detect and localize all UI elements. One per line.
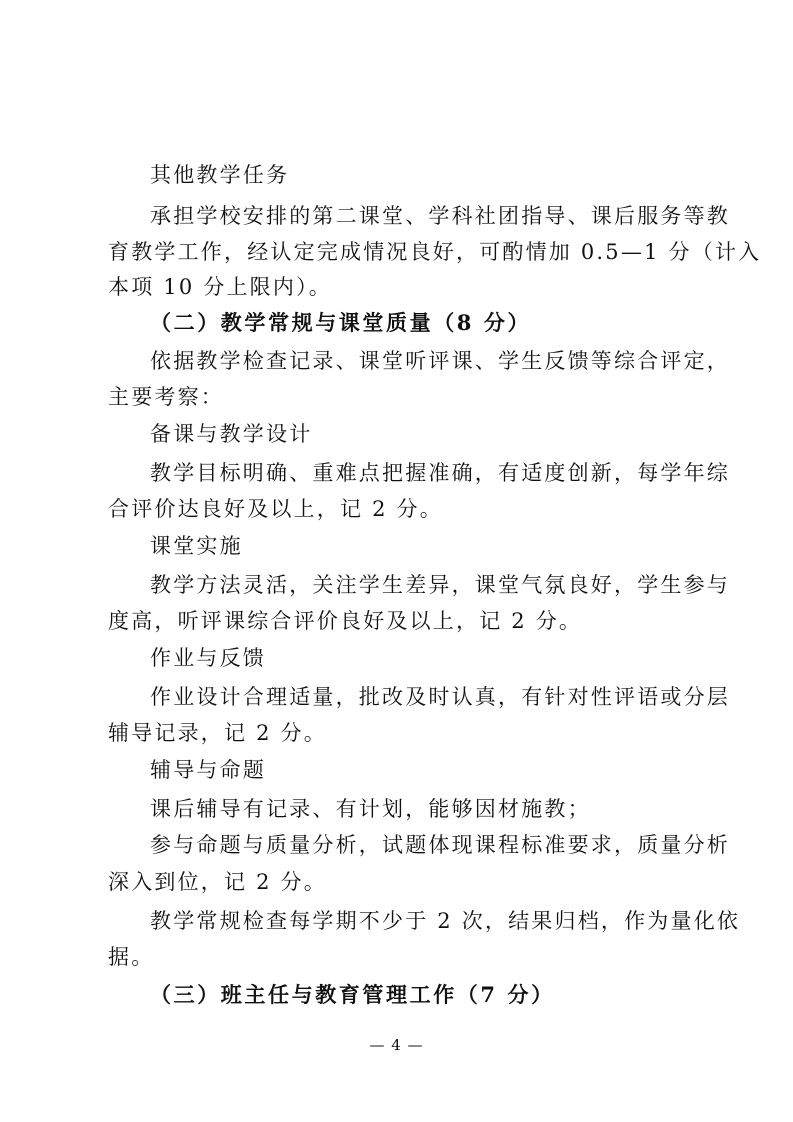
paragraph-line: 度高，听评课综合评价良好及以上，记 2 分。 [108,609,583,633]
paragraph-line: 承担学校安排的第二课堂、学科社团指导、课后服务等教 [150,204,730,228]
paragraph-line: 作业设计合理适量，批改及时认真，有针对性评语或分层 [150,685,730,709]
paragraph-line: 课后辅导有记录、有计划，能够因材施教； [150,797,591,821]
paragraph-line: 育教学工作，经认定完成情况良好，可酌情加 0.5—1 分（计入 [108,240,762,264]
paragraph-line: 参与命题与质量分析，试题体现课程标准要求，质量分析 [150,833,730,857]
subheading-classroom: 课堂实施 [150,534,243,558]
section-heading-2: （二）教学常规与课堂质量（8 分） [150,310,532,335]
subheading-other-tasks: 其他教学任务 [150,163,290,187]
paragraph-line: 合评价达良好及以上，记 2 分。 [108,497,443,521]
paragraph-line: 依据教学检查记录、课堂听评课、学生反馈等综合评定， [150,349,730,373]
page-number: — 4 — [369,1036,424,1054]
subheading-homework: 作业与反馈 [150,646,266,670]
section-heading-3: （三）班主任与教育管理工作（7 分） [150,982,555,1007]
paragraph-line: 辅导记录，记 2 分。 [108,721,327,745]
subheading-tutoring: 辅导与命题 [150,758,266,782]
paragraph-line: 教学常规检查每学期不少于 2 次，结果归档，作为量化依 [150,909,741,933]
paragraph-line: 主要考察： [108,385,224,409]
paragraph-line: 教学目标明确、重难点把握准确，有适度创新，每学年综 [150,461,730,485]
paragraph-line: 深入到位，记 2 分。 [108,870,327,894]
subheading-lesson-prep: 备课与教学设计 [150,422,313,446]
paragraph-line: 教学方法灵活，关注学生差异，课堂气氛良好，学生参与 [150,573,730,597]
paragraph-line: 据。 [108,945,155,969]
paragraph-line: 本项 10 分上限内）。 [108,275,332,299]
